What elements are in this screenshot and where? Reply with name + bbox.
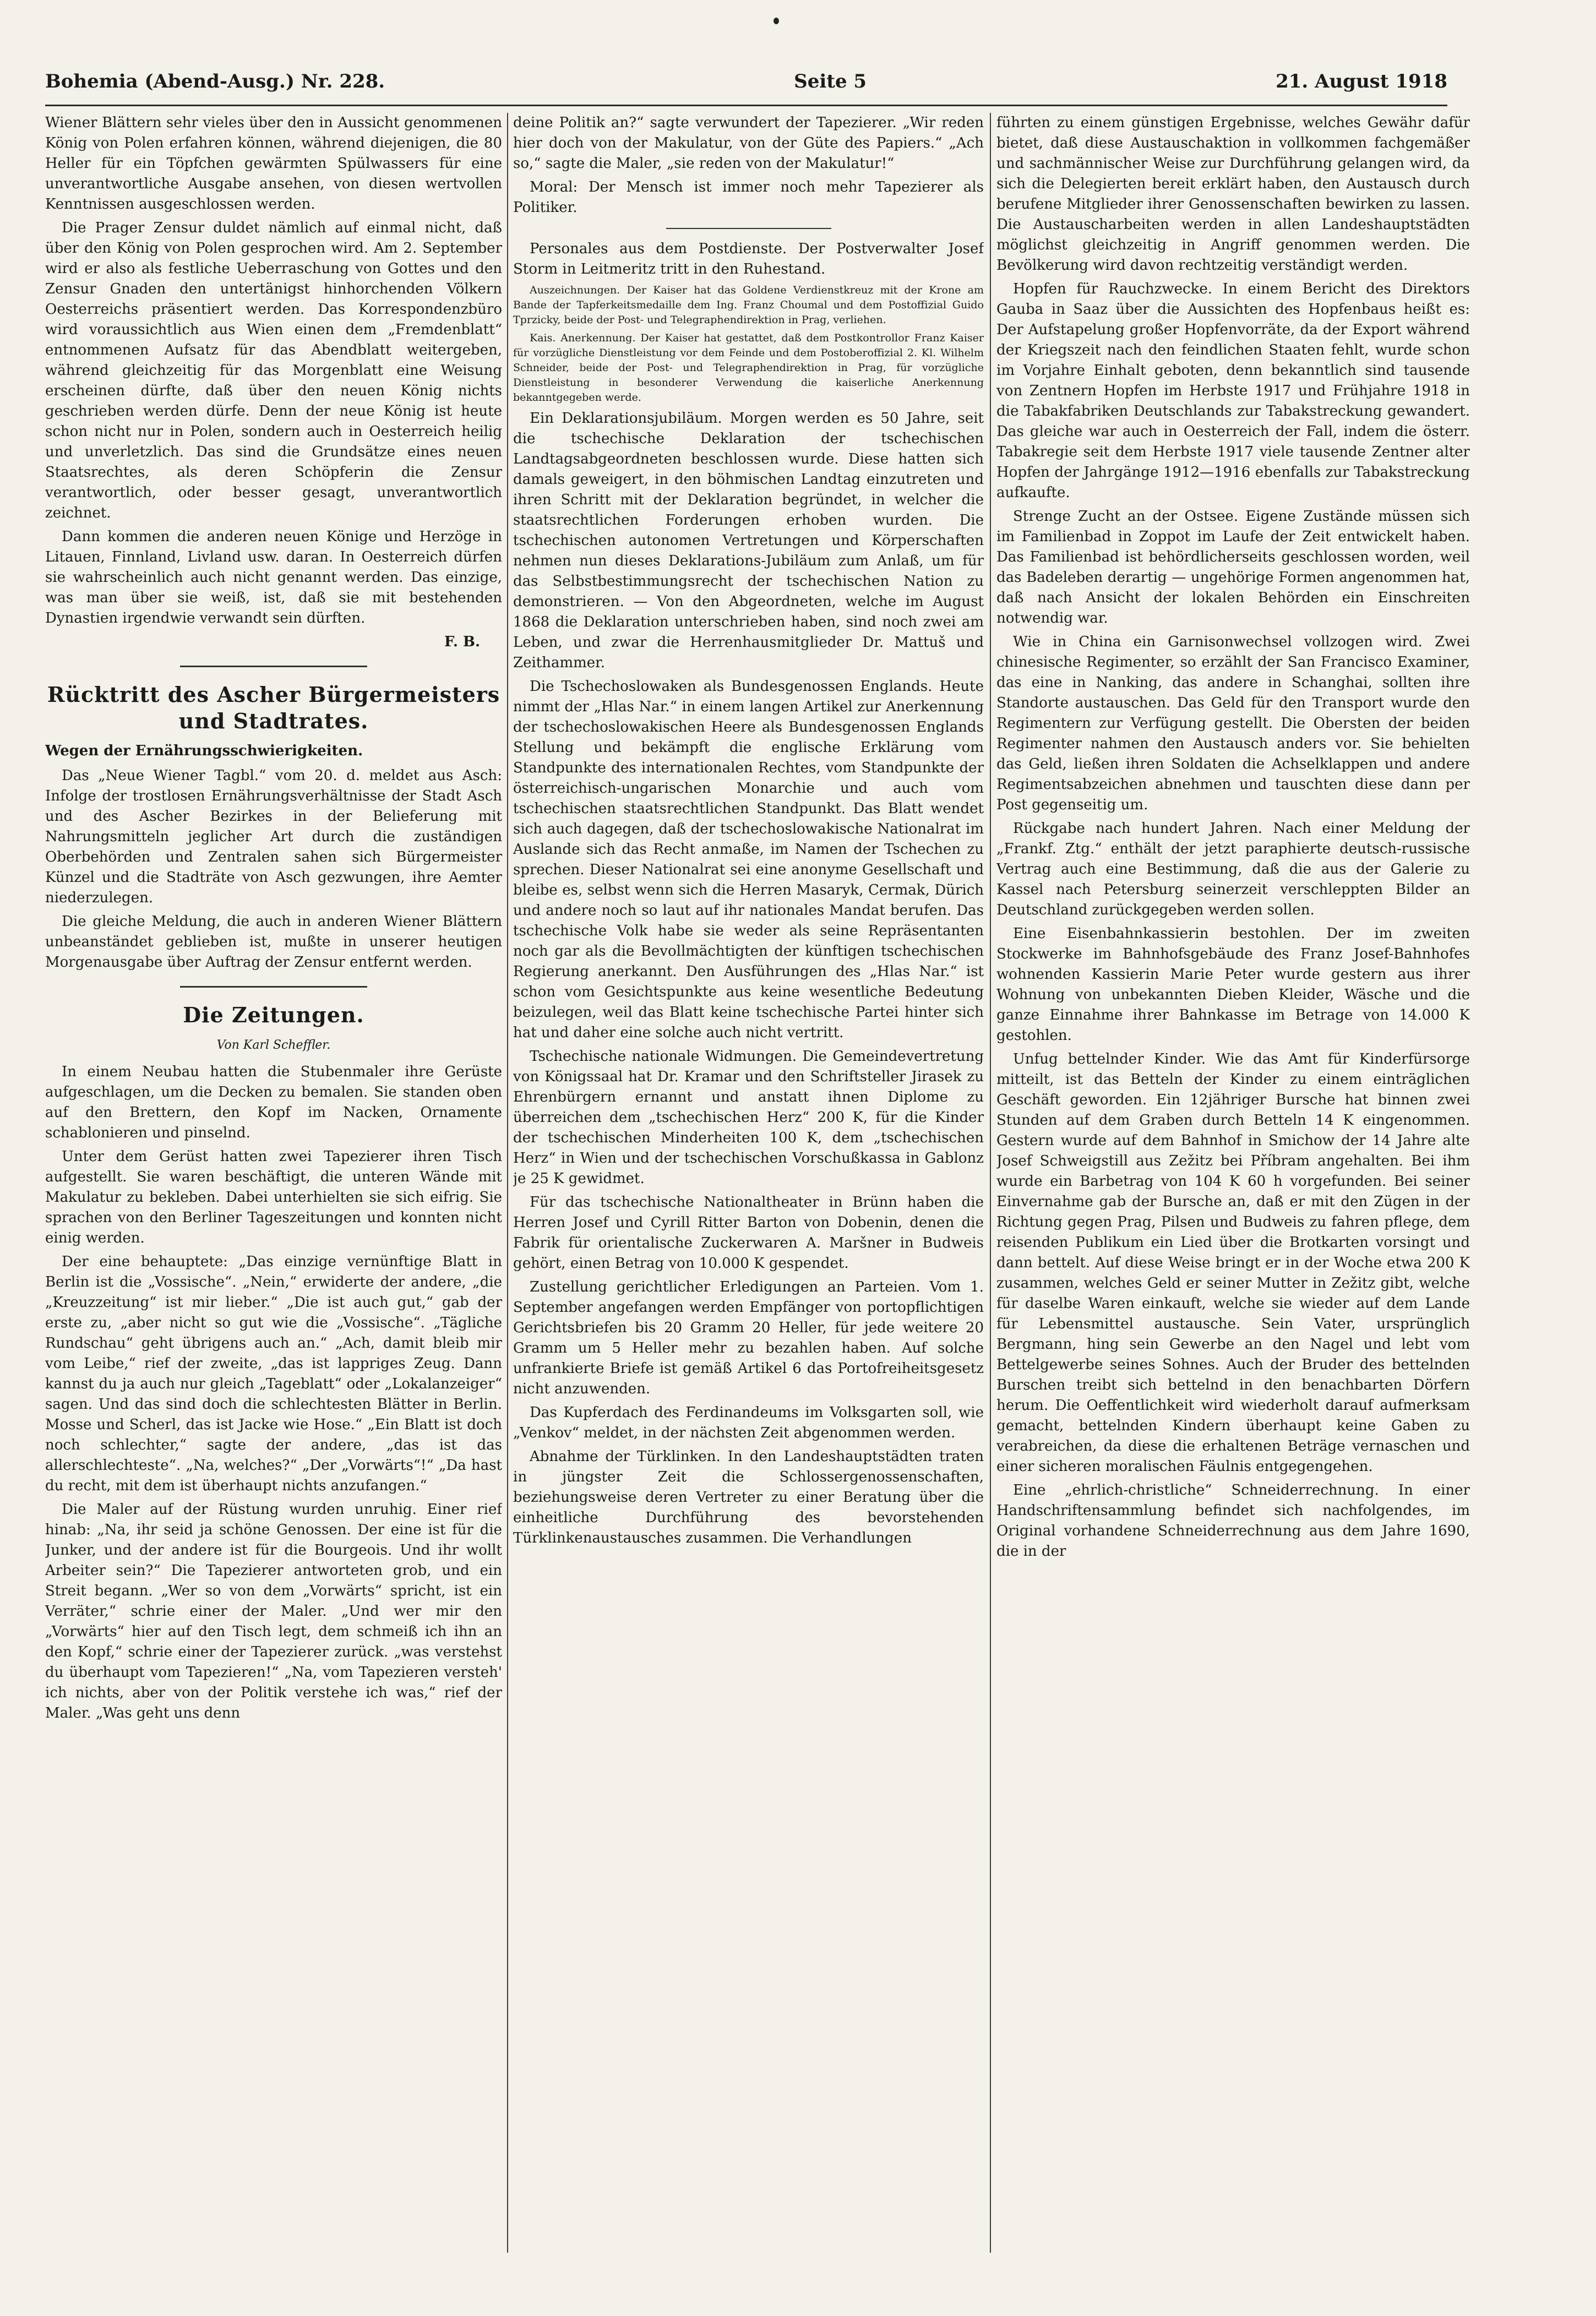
article-text: Wiener Blättern sehr vieles über den in Aussicht genommenen König von Polen erfahren können, während diejenigen, die 80 Heller für ein Töpfchen gewärmten Spülwassers für eine unverantwortliche Ausgabe ansehen, von diesen wertvollen Kenntnissen ausgeschlossen werden. (45, 115, 502, 212)
article-headline: Rücktritt des Ascher Bürgermeisters und Stadtrates. (47, 682, 500, 733)
article-text: deine Politik an?“ sagte verwundert der Tapezierer. „Wir reden hier doch von der Makulatur, von der Güte des Papiers.“ „Ach so,“ sagte die Maler, „sie reden von der Makulatur!“ (513, 115, 984, 172)
news-item: Zustellung gerichtlicher Erledigungen an Parteien. Vom 1. September angefangen werden Empfänger von portopflichtigen Gerichtsbriefen bis 20 Gramm 20 Heller, für jede weitere 20 Gramm um 5 Heller mehr zu bezahlen haben. Auf solche unfrankierte Briefe ist gemäß Artikel 6 das Portofreiheitsgesetz nicht anzuwenden. (513, 1279, 984, 1397)
news-item: Hopfen für Rauchzwecke. In einem Bericht des Direktors Gauba in Saaz über die Aussichten des Hopfenbaus heißt es: Der Aufstapelung großer Hopfenvorräte, da der Export während der Kriegszeit nach den feindlichen Staaten fehlt, wurde schon im Vorjahre Einhalt geboten, denn bekanntlich sind tausende von Zentnern Hopfen im Herbste 1917 und Frühjahre 1918 in die Tabakfabriken Deutschlands zur Tabakstreckung gewandert. Das gleiche war auch in Oesterreich der Fall, indem die österr. Tabakregie seit dem Herbste 1917 viele tausende Zentner alter Hopfen der Jahrgänge 1912—1916 ebenfalls zur Tabakstreckung aufkaufte. (996, 281, 1470, 501)
news-item-small: Kais. Anerkennung. Der Kaiser hat gestattet, daß dem Postkontrollor Franz Kaiser für vorzügliche Dienstleistung vor dem Feinde und dem Postoberoffizial 2. Kl. Wilhelm Schneider, beide der Post- und Telegraphendirektion in Prag, für vorzügliche Dienstleistung in besonderer Verwendung die kaiserliche Anerkennung bekanntgegeben werde. (513, 332, 984, 404)
article-text: Moral: Der Mensch ist immer noch mehr Tapezierer als Politiker. (513, 179, 984, 216)
news-item: Die Tschechoslowaken als Bundesgenossen Englands. Heute nimmt der „Hlas Nar.“ in einem langen Artikel zur Anerkennung der tschechoslowakischen Heere als Bundesgenossen Englands Stellung und bekämpft die englische Erklärung vom Standpunkte des internationalen Rechtes, vom Standpunkte der österreichisch-ungarischen Monarchie und auch vom tschechischen staatsrechtlichen Standpunkt. Das Blatt wendet sich auch dagegen, daß der tschechoslowakische Nationalrat im Auslande sich das Recht anmaße, im Namen der Tschechen zu sprechen. Dieser Nationalrat sei eine anonyme Gesellschaft und bleibe es, selbst wenn sich die Herren Masaryk, Cermak, Dürich und andere noch so laut auf ihr nationales Mandat berufen. Das tschechische Volk habe sie weder als seine Repräsentanten noch gar als die Bevollmächtigten der künftigen tschechischen Regierung anerkannt. Den Ausführungen des „Hlas Nar.“ ist schon vom Gesichtspunkte aus keine wesentliche Bedeutung beizulegen, weil das Blatt keine tschechische Partei hinter sich hat und daher eine solche auch nicht vertritt. (513, 678, 984, 1041)
news-item: Abnahme der Türklinken. In den Landeshauptstädten traten in jüngster Zeit die Schlossergenossenschaften, beziehungsweise deren Vertreter zu einer Beratung über die einheitliche Durchführung des bevorstehenden Türklinkenaustausches zusammen. Die Verhandlungen (513, 1448, 984, 1546)
column-2 (513, 113, 984, 2253)
separator-rule (180, 666, 367, 667)
separator-rule (666, 228, 831, 229)
column-1 (45, 113, 502, 2253)
article-text: Das „Neue Wiener Tagbl.“ vom 20. d. meldet aus Asch: Infolge der trostlosen Ernährungsverhältnisse der Stadt Asch und des Ascher Bezirkes in der Belieferung mit Nahrungsmitteln jeglicher Art durch die zuständigen Oberbehörden und Zentralen sahen sich Bürgermeister Künzel und die Stadträte von Asch gezwungen, ihre Aemter niederzulegen. (45, 767, 502, 906)
article-subheadline: Wegen der Ernährungsschwierigkeiten. (45, 743, 363, 759)
ink-dot (774, 18, 779, 24)
byline: Von Karl Scheffler. (216, 1038, 331, 1052)
news-item: Ein Deklarationsjubiläum. Morgen werden es 50 Jahre, seit die tschechische Deklaration der tschechischen Landtagsabgeordneten beschlossen wurde. Diese hatten sich damals geweigert, in den böhmischen Landtag einzutreten und ihren Schritt mit der Deklaration begründet, in welcher die staatsrechtlichen Forderungen erhoben wurden. Die tschechischen autonomen Vertretungen und Körperschaften nehmen nun dieses Deklarations-Jubiläum zum Anlaß, um für das Selbstbestimmungsrecht der tschechischen Nation zu demonstrieren. — Von den Abgeordneten, welche im August 1868 die Deklaration unterschrieben haben, sind noch zwei am Leben, und zwar die Herrenhausmitglieder Dr. Mattuš und Zeithammer. (513, 410, 984, 671)
news-item: Tschechische nationale Widmungen. Die Gemeindevertretung von Königssaal hat Dr. Kramar und den Schriftsteller Jirasek zu Ehrenbürgern ernannt und anstatt ihnen Diplome zu überreichen dem „tschechischen Herz“ 200 K, für die Kinder der tschechischen Minderheiten 100 K, dem „tschechischen Herz“ in Wien und der tschechischen Vorschußkassa in Gablonz je 25 K gewidmet. (513, 1048, 984, 1187)
column-3 (996, 113, 1470, 2253)
news-item: Eine „ehrlich-christliche“ Schneiderrechnung. In einer Handschriftensammlung befindet sich nachfolgendes, im Original vorhandene Schneiderrechnung aus dem Jahre 1690, die in der (996, 1482, 1470, 1560)
header-date: 21. August 1918 (1276, 70, 1447, 92)
header-page-number: Seite 5 (794, 70, 867, 92)
news-item: Unfug bettelnder Kinder. Wie das Amt für Kinderfürsorge mitteilt, ist das Betteln der Kinder zu einem einträglichen Geschäft geworden. Ein 12jähriger Bursche hat binnen zwei Stunden auf dem Graben durch Betteln 14 K eingenommen. Gestern wurde auf dem Bahnhof in Smichow der 14 Jahre alte Josef Schweigstill aus Zežitz bei Příbram angehalten. Bei ihm wurde ein Barbetrag von 104 K 60 h vorgefunden. Bei seiner Einvernahme gab der Bursche an, daß er mit den Zügen in der Richtung gegen Prag, Pilsen und Budweis zu fahren pflege, dem reisenden Publikum ein Lied über die Brotkarten vorsingt und dann bettelt. Auf diese Weise bringt er in der Woche etwa 200 K zusammen, welches Geld er seiner Mutter in Zežitz gibt, welche für daselbe Waren einkauft, welche sie wieder auf dem Lande für Lebensmittel austausche. Sein Vater, ursprünglich Bergmann, hing sein Gewerbe an den Nagel und lebt vom Bettelgewerbe seines Sohnes. Auch der Bruder des bettelnden Burschen treibt sich bettelnd in den benachbarten Dörfern herum. Die Oeffentlichkeit wird wiederholt darauf aufmerksam gemacht, bettelnden Kindern überhaupt keine Gaben zu verabreichen, da diese die erhaltenen Beträge vernaschen und einer sicheren moralischen Fäulnis entgegengehen. (996, 1051, 1470, 1475)
article-text: Unter dem Gerüst hatten zwei Tapezierer ihren Tisch aufgestellt. Sie waren beschäftigt, die unteren Wände mit Makulatur zu bekleben. Dabei unterhielten sie sich eifrig. Sie sprachen von den Berliner Tageszeitungen und konnten nicht einig werden. (45, 1148, 502, 1246)
article-text: Die Prager Zensur duldet nämlich auf einmal nicht, daß über den König von Polen gesprochen wird. Am 2. September wird er also als festliche Ueberraschung von Gottes und den Zensur Gnaden den untertänigst hinhorchenden Völkern Oesterreichs präsentiert werden. Das Korrespondenzbüro wird voraussichtlich aus Wien einen dem „Fremdenblatt“ entnommenen Aufsatz für das Abendblatt weitergeben, während gleichzeitig für das Morgenblatt eine Weisung erscheinen dürfte, daß über den neuen König nichts geschrieben werden dürfe. Denn der neue König ist heute schon nicht nur in Polen, sondern auch in Oesterreich heilig und unverletzlich. Das sind die Grundsätze eines neuen Staatsrechtes, als deren Schöpferin die Zensur verantwortlich, oder besser gesagt, unverantwortlich zeichnet. (45, 220, 502, 521)
article-signature: F. B. (444, 634, 480, 650)
article-text: Die Maler auf der Rüstung wurden unruhig. Einer rief hinab: „Na, ihr seid ja schöne Genossen. Der eine ist für die Junker, und der andere ist für die Bourgeois. Und ihr wollt Arbeiter sein?“ Die Tapezierer antworteten grob, und ein Streit begann. „Wer so von dem „Vorwärts“ spricht, ist ein Verräter,“ schrie einer der Maler. „Und wer mir den „Vorwärts“ hier auf den Tisch legt, dem schmeiß ich ihn an den Kopf,“ schrie einer der Tapezierer zurück. „was verstehst du überhaupt vom Tapezieren!“ „Na, vom Tapezieren versteh' ich nichts, aber von der Politik verstehe ich was,“ rief der Maler. „Was geht uns denn (45, 1501, 502, 1721)
header-rule (45, 105, 1447, 106)
article-text: In einem Neubau hatten die Stubenmaler ihre Gerüste aufgeschlagen, um die Decken zu bemalen. Sie standen oben auf den Brettern, den Kopf im Nacken, Ornamente schablonieren und pinselnd. (45, 1064, 502, 1141)
news-item: Für das tschechische Nationaltheater in Brünn haben die Herren Josef und Cyrill Ritter Barton von Dobenin, denen die Fabrik für orientalische Zuckerwaren A. Maršner in Budweis gehört, einen Betrag von 10.000 K gespendet. (513, 1194, 984, 1272)
news-item: Rückgabe nach hundert Jahren. Nach einer Meldung der „Frankf. Ztg.“ enthält der jetzt paraphierte deutsch-russische Vertrag auch eine Bestimmung, daß die aus der Galerie zu Kassel nach Petersburg seinerzeit verschleppten Bilder an Deutschland zurückgegeben werden sollen. (996, 820, 1470, 918)
article-text: Dann kommen die anderen neuen Könige und Herzöge in Litauen, Finnland, Livland usw. daran. In Oesterreich dürfen sie wahrscheinlich auch nicht genannt werden. Das einzige, was man über sie weiß, ist, daß sie mit bestehenden Dynastien irgendwie verwandt sein dürften. (45, 528, 502, 626)
column-divider-2 (990, 113, 991, 2253)
news-item-small: Auszeichnungen. Der Kaiser hat das Goldene Verdienstkreuz mit der Krone am Bande der Tapferkeitsmedaille dem Ing. Franz Choumal und dem Postoffizial Guido Tprzicky, beide der Post- und Telegraphendirektion in Prag, verliehen. (513, 284, 984, 326)
news-item: Personales aus dem Postdienste. Der Postverwalter Josef Storm in Leitmeritz tritt in den Ruhestand. (513, 241, 984, 277)
column-divider-1 (507, 113, 508, 2253)
news-item: führten zu einem günstigen Ergebnisse, welches Gewähr dafür bietet, daß diese Austauschaktion in vollkommen fachgemäßer und sachmännischer Weise zur Durchführung gelangen wird, da sich die Delegierten bereit erklärt haben, den Austausch durch berufene Mitglieder ihrer Genossenschaften bewirken zu lassen. Die Austauscharbeiten werden in allen Landeshauptstädten möglichst gleichzeitig in Angriff genommen werden. Die Bevölkerung wird davon rechtzeitig verständigt werden. (996, 115, 1470, 274)
news-item: Eine Eisenbahnkassierin bestohlen. Der im zweiten Stockwerke im Bahnhofsgebäude des Franz Josef-Bahnhofes wohnenden Kassierin Marie Peter wurde gestern aus ihrer Wohnung von unbekannten Dieben Kleider, Wäsche und die ganze Einnahme ihrer Bahnkasse im Betrage von 14.000 K gestohlen. (996, 925, 1470, 1044)
page-header (45, 65, 1447, 98)
article-text: Der eine behauptete: „Das einzige vernünftige Blatt in Berlin ist die „Vossische“. „Nein,“ erwiderte der andere, „die „Kreuzzeitung“ ist mir lieber.“ „Die ist auch gut,“ gab der erste zu, „aber nicht so gut wie die „Vossische“. „Tägliche Rundschau“ geht übrigens auch an.“ „Ach, damit bleib mir vom Leibe,“ rief der zweite, „das ist lappriges Zeug. Dann kannst du ja auch nur gleich „Tageblatt“ oder „Lokalanzeiger“ sagen. Und das sind doch die schlechtesten Blätter in Berlin. Mosse und Scherl, das ist Jacke wie Hose.“ „Ein Blatt ist doch noch schlechter,“ sagte der andere, „das ist das allerschlechteste“. „Na, welches?“ „Der „Vorwärts“!“ „Da hast du recht, mit dem ist überhaupt nichts anzufangen.“ (45, 1254, 502, 1494)
feuilleton-headline: Die Zeitungen. (183, 1002, 364, 1027)
separator-rule (180, 986, 367, 988)
news-item: Wie in China ein Garnisonwechsel vollzogen wird. Zwei chinesische Regimenter, so erzählt der San Francisco Examiner, das eine in Nanking, das andere in Schanghai, sollten ihre Standorte austauschen. Das Geld für den Transport wurde den Regimentern zur Verfügung gestellt. Die Obersten der beiden Regimenter nahmen den Austausch anders vor. Sie behielten das Geld, ließen ihren Soldaten die Achselklappen und andere Regimentsabzeichen abnehmen und tauschten diese dann per Post gegenseitig um. (996, 634, 1470, 813)
header-publication: Bohemia (Abend-Ausg.) Nr. 228. (45, 70, 385, 92)
article-text: Die gleiche Meldung, die auch in anderen Wiener Blättern unbeanständet geblieben ist, mußte in unserer heutigen Morgenausgabe über Auftrag der Zensur entfernt werden. (45, 913, 502, 971)
news-item: Strenge Zucht an der Ostsee. Eigene Zustände müssen sich im Familienbad in Zoppot im Laufe der Zeit entwickelt haben. Das Familienbad ist behördlicherseits geschlossen worden, weil das Badeleben derartig — ungehörige Formen angenommen hat, daß nach Ansicht der lokalen Behörden ein Einschreiten notwendig war. (996, 508, 1470, 626)
news-item: Das Kupferdach des Ferdinandeums im Volksgarten soll, wie „Venkov“ meldet, in der nächsten Zeit abgenommen werden. (513, 1404, 984, 1441)
